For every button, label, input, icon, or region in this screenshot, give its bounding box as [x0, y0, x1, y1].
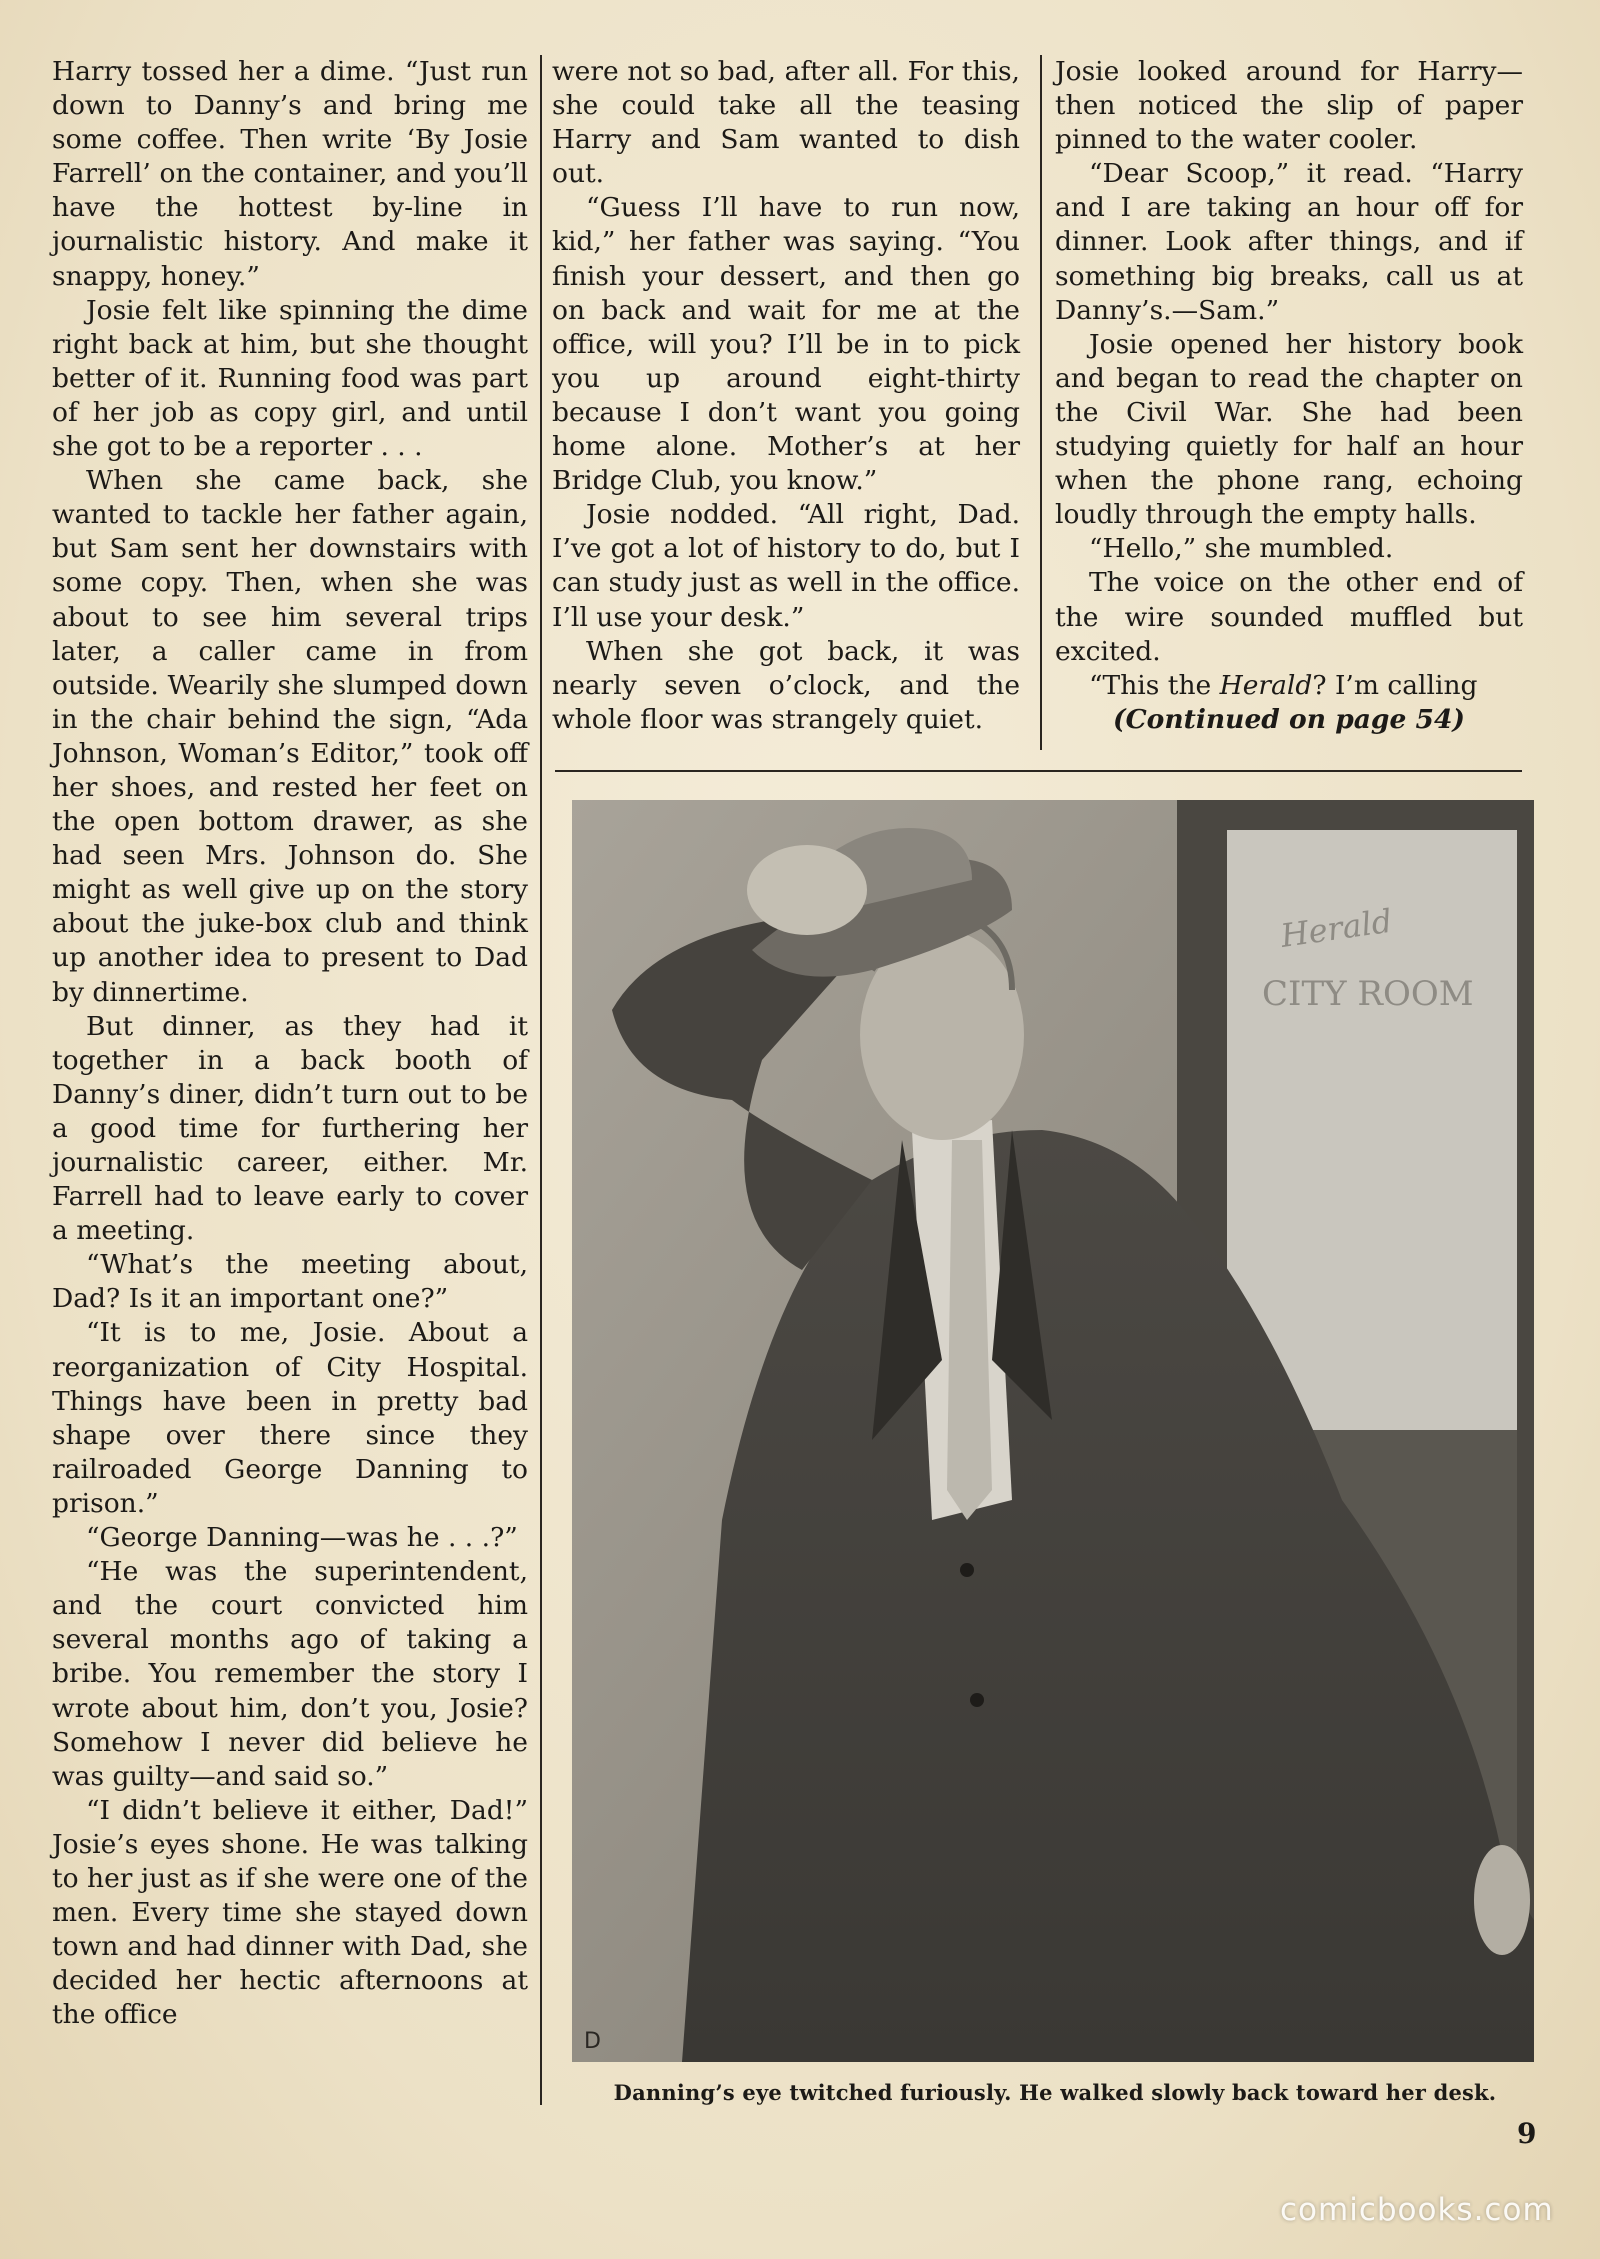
paragraph — [1055, 669, 1523, 703]
paragraph: “It is to me, Josie. About a reorganization of City Hospital. Things have been in pretty bad shape over there since they railroaded George Danning to prison.” — [52, 1317, 528, 1519]
text-column-2 — [552, 55, 1020, 737]
illustration-drawing — [572, 800, 1534, 2062]
paragraph: “Hello,” she mumbled. — [1089, 533, 1394, 565]
paragraph: Josie opened her history book and began to read the chapter on the Civil War. She had been studying quietly for half an hour when the phone rang, echoing loudly through the empty halls. — [1055, 328, 1523, 531]
paragraph: Josie nodded. “All right, Dad. I’ve got a lot of history to do, but I can study just as well in the office. I’ll use your desk.” — [552, 499, 1020, 633]
paragraph: When she came back, she wanted to tackle her father again, but Sam sent her downstairs with some copy. Then, when she was about to see him several trips later, a caller came in from outside. Wearily she slumped down in the chair behind the sign, “Ada Johnson, Woman’s Editor,” took off her shoes, and rested her feet on the open bottom drawer, as she had seen Mrs. Johnson do. She might as well give up on the story about the juke-box club and think up another idea to present to Dad by dinnertime. — [52, 465, 528, 1008]
text-run: “This the — [1089, 669, 1220, 701]
door-lettering: Herald — [1278, 901, 1395, 955]
illustration — [572, 800, 1534, 2062]
paragraph: “What’s the meeting about, Dad? Is it an important one?” — [52, 1249, 528, 1315]
column-divider — [540, 55, 542, 2105]
artist-signature: D — [584, 2029, 601, 2054]
continued-note: (Continued on page 54) — [1113, 703, 1465, 735]
page-number: 9 — [1517, 2117, 1537, 2150]
section-divider — [555, 770, 1522, 772]
paragraph: were not so bad, after all. For this, she could take all the teasing Harry and Sam wanted to dish out. — [552, 56, 1020, 190]
column-divider — [1040, 55, 1042, 750]
paragraph: But dinner, as they had it together in a back booth of Danny’s diner, didn’t turn out to be a good time for furthering her journalistic career, either. Mr. Farrell had to leave early to cover a meeting. — [52, 1010, 528, 1247]
watermark: comicbooks.com — [1280, 2192, 1554, 2228]
paragraph: “Dear Scoop,” it read. “Harry and I are taking an hour off for dinner. Look after things, and if something big breaks, call us at Danny’s.—Sam.” — [1055, 158, 1523, 326]
paragraph: Josie felt like spinning the dime right back at him, but she thought better of it. Running food was part of her job as copy girl, and until she got to be a reporter . . . — [52, 294, 528, 463]
caption: Danning’s eye twitched furiously. He walked slowly back toward her desk. — [613, 2080, 1497, 2105]
hand — [747, 845, 867, 935]
newspaper-name: Herald — [1219, 669, 1313, 701]
paragraph: “I didn’t believe it either, Dad!” Josie’s eyes shone. He was talking to her just as if she were one of the men. Every time she stayed down town and had dinner with Dad, she decided her hectic afternoons at the office — [52, 1794, 528, 2031]
paragraph: “He was the superintendent, and the court convicted him several months ago of taking a bribe. You remember the story I wrote about him, don’t you, Josie? Somehow I never did believe he was guilty—and said so.” — [52, 1556, 528, 1792]
paragraph: Harry tossed her a dime. “Just run down to Danny’s and bring me some coffee. Then write ‘By Josie Farrell’ on the container, and you’ll have the hottest by-line in journalistic history. And make it snappy, honey.” — [52, 56, 528, 292]
text-run: ? I’m calling — [1312, 669, 1478, 701]
text-column-3 — [1055, 55, 1523, 737]
paragraph: Josie looked around for Harry—then noticed the slip of paper pinned to the water cooler. — [1055, 56, 1523, 156]
text-column-1 — [52, 55, 528, 2032]
paragraph: When she got back, it was nearly seven o’clock, and the whole floor was strangely quiet. — [552, 635, 1020, 735]
door-lettering: CITY ROOM — [1262, 974, 1474, 1014]
paragraph: “George Danning—was he . . .?” — [86, 1522, 518, 1554]
paragraph: The voice on the other end of the wire sounded muffled but excited. — [1055, 567, 1523, 667]
paragraph: “Guess I’ll have to run now, kid,” her father was saying. “You finish your dessert, and then go on back and wait for me at the office, will you? I’ll be in to pick you up around eight-thirty because I don’t want you going home alone. Mother’s at her Bridge Club, you know.” — [552, 192, 1020, 497]
